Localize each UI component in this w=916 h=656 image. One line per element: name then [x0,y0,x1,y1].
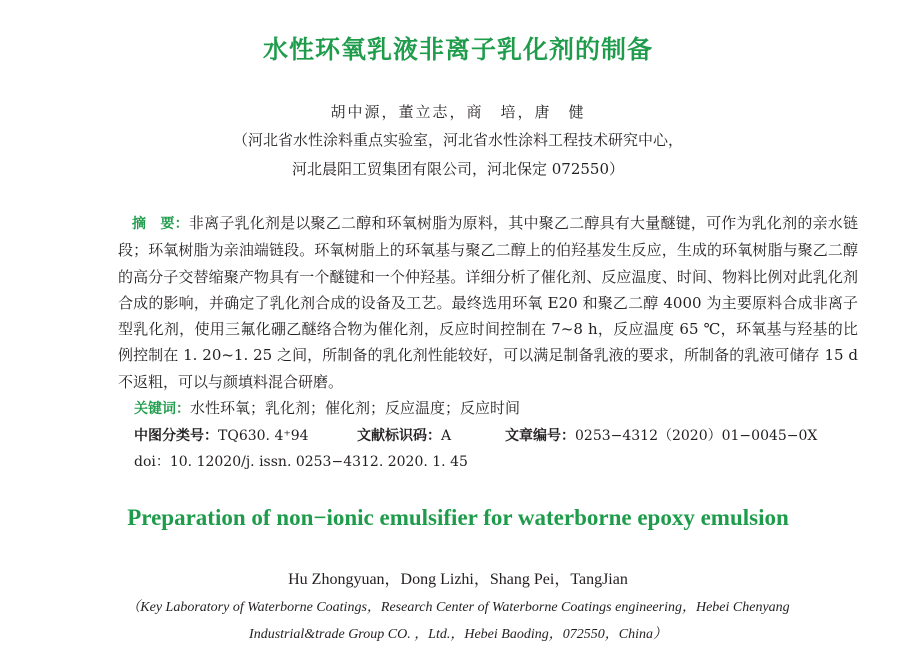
affiliation-cn-line1: （河北省水性涂料重点实验室，河北省水性涂料工程技术研究中心， [232,131,683,149]
keywords [134,397,520,418]
abstract [118,210,858,395]
abstract-text: 非离子乳化剂是以聚乙二醇和环氧树脂为原料，其中聚乙二醇具有大量醚键，可作为乳化剂的亲水链段；环氧树脂为亲油端链段。环氧树脂上的环氧基与聚乙二醇上的伯羟基发生反应，生成的环氧树脂与聚乙二醇的高分子交替缩聚产物具有一个醚键和一个仲羟基。详细分析了催化剂、反应温度、时间、物料比例对此乳化剂合成的影响，并确定了乳化剂合成的设备及工艺。最终选用环氧 E20 和聚乙二醇 4000 为主要原料合成非离子型乳化剂，使用三氟化硼乙醚络合物为催化剂，反应时间控制在 7~8 h，反应温度 65 ℃，环氧基与羟基的比例控制在 1. 20~1. 25 之间，所制备的乳化剂性能较好，可以满足制备乳液的要求，所制备的乳液可储存 15 d 不返粗，可以与颜填料混合研磨。 [118,214,858,391]
classification-number [134,425,309,445]
paper-title-cn: 水性环氧乳液非离子乳化剂的制备 [262,35,653,64]
affiliation-en-line2: Industrial&trade Group CO. ，Ltd.，Hebei Baoding，072550，China） [249,627,667,642]
keywords-text: 水性环氧；乳化剂；催化剂；反应温度；反应时间 [190,399,521,417]
document-code [357,425,451,445]
affiliation-cn-line2: 河北晨阳工贸集团有限公司，河北保定 072550） [291,160,625,178]
authors-en: Hu Zhongyuan，Dong Lizhi，Shang Pei，TangJian [288,571,628,588]
clc-value: TQ630. 4⁺94 [218,428,309,444]
affiliation-en-line1: （Key Laboratory of Waterborne Coatings，Research Center of Waterborne Coatings engineering，Hebei Chenyang [126,600,790,615]
abstract-label: 摘 要： [132,216,189,232]
doi: doi：10. 12020/j. issn. 0253−4312. 2020. 1. 45 [134,454,468,470]
article-no-value: 0253−4312（2020）01−0045−0X [575,428,818,444]
article-no-label: 文章编号： [505,428,575,444]
doc-code-label: 文献标识码： [357,428,441,444]
keywords-label: 关键词： [134,401,190,417]
clc-label: 中图分类号： [134,428,218,444]
doc-code-value: A [441,428,452,444]
article-number [505,425,817,445]
authors-cn: 胡中源，董立志，商 培，唐 健 [330,103,586,121]
paper-title-en: Preparation of non−ionic emulsifier for waterborne epoxy emulsion [127,505,789,530]
